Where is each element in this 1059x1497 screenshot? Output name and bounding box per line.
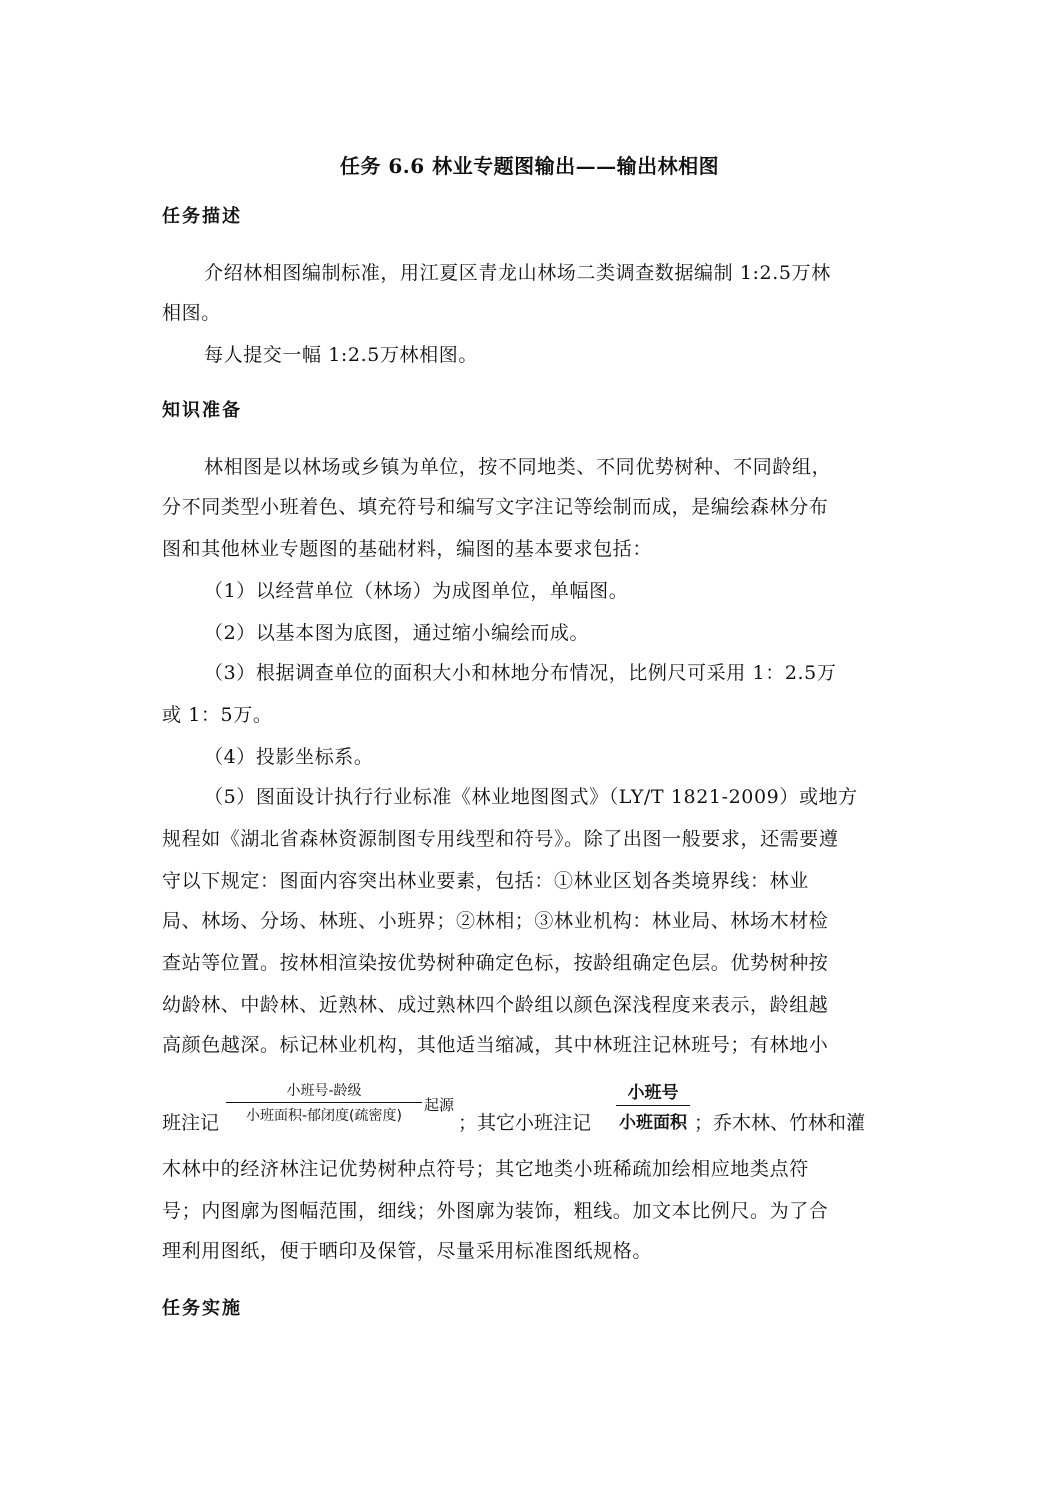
heading-task-description: 任务描述 <box>162 206 242 227</box>
fraction-bar <box>226 1102 422 1103</box>
fraction-numerator: 小班号-龄级 <box>286 1083 362 1099</box>
paragraph-line: 高颜色越深。标记林业机构，其他适当缩减，其中林班注记林班号；有林地小 <box>162 1034 829 1056</box>
paragraph-line: 幼龄林、中龄林、近熟林、成过熟林四个龄组以颜色深浅程度来表示，龄组越 <box>162 994 829 1016</box>
paragraph-line: 每人提交一幅 1:2.5万林相图。 <box>204 344 478 366</box>
formula-suffix: ；乔木林、竹林和灌 <box>694 1112 866 1134</box>
fraction-suffix: 起源 <box>424 1096 455 1114</box>
paragraph-line: 局、林场、分场、林班、小班界；②林相；③林业机构：林业局、林场木材检 <box>162 910 829 932</box>
fraction-denominator: 小班面积-郁闭度(疏密度) <box>246 1108 402 1124</box>
heading-knowledge: 知识准备 <box>162 400 242 421</box>
paragraph-line: 或 1：5万。 <box>162 704 273 726</box>
list-item: （4）投影坐标系。 <box>204 746 374 768</box>
list-item: （3）根据调查单位的面积大小和林地分布情况，比例尺可采用 1：2.5万 <box>204 662 837 684</box>
page-title: 任务 6.6 林业专题图输出——输出林相图 <box>339 154 720 178</box>
list-item: （5）图面设计执行行业标准《林业地图图式》（LY/T 1821-2009）或地方 <box>204 786 858 808</box>
paragraph-line: 查站等位置。按林相渲染按优势树种确定色标，按龄组确定色层。优势树种按 <box>162 952 829 974</box>
paragraph-line: 理利用图纸，便于晒印及保管，尽量采用标准图纸规格。 <box>162 1240 653 1262</box>
fraction-denominator: 小班面积 <box>619 1113 687 1133</box>
list-item: （1）以经营单位（林场）为成图单位，单幅图。 <box>204 580 629 602</box>
paragraph-line: 木林中的经济林注记优势树种点符号；其它地类小班稀疏加绘相应地类点符 <box>162 1158 809 1180</box>
paragraph-line: 林相图是以林场或乡镇为单位，按不同地类、不同优势树种、不同龄组， <box>204 456 832 478</box>
paragraph-line: 图和其他林业专题图的基础材料，编图的基本要求包括： <box>162 538 653 560</box>
other-subcompartment-fraction <box>616 1078 690 1133</box>
heading-task-implementation: 任务实施 <box>162 1298 242 1319</box>
paragraph-line: 介绍林相图编制标准，用江夏区青龙山林场二类调查数据编制 1:2.5万林 <box>204 262 831 284</box>
fraction-numerator: 小班号 <box>627 1083 679 1103</box>
paragraph-line: 号；内图廓为图幅范围，细线；外图廓为装饰，粗线。加文本比例尺。为了合 <box>162 1200 829 1222</box>
paragraph-line: 相图。 <box>162 302 221 324</box>
fraction-bar <box>616 1105 690 1106</box>
formula-middle: ；其它小班注记 <box>458 1112 592 1134</box>
paragraph-line: 守以下规定：图面内容突出林业要素，包括：①林业区划各类境界线：林业 <box>162 870 809 892</box>
list-item: （2）以基本图为底图，通过缩小编绘而成。 <box>204 622 590 644</box>
paragraph-line: 规程如《湖北省森林资源制图专用线型和符号》。除了出图一般要求，还需要遵 <box>162 828 839 850</box>
annotation-formula-row <box>162 1078 902 1138</box>
subcompartment-fraction <box>226 1080 422 1125</box>
formula-prefix: 班注记 <box>162 1112 220 1134</box>
paragraph-line: 分不同类型小班着色、填充符号和编写文字注记等绘制而成，是编绘森林分布 <box>162 496 829 518</box>
